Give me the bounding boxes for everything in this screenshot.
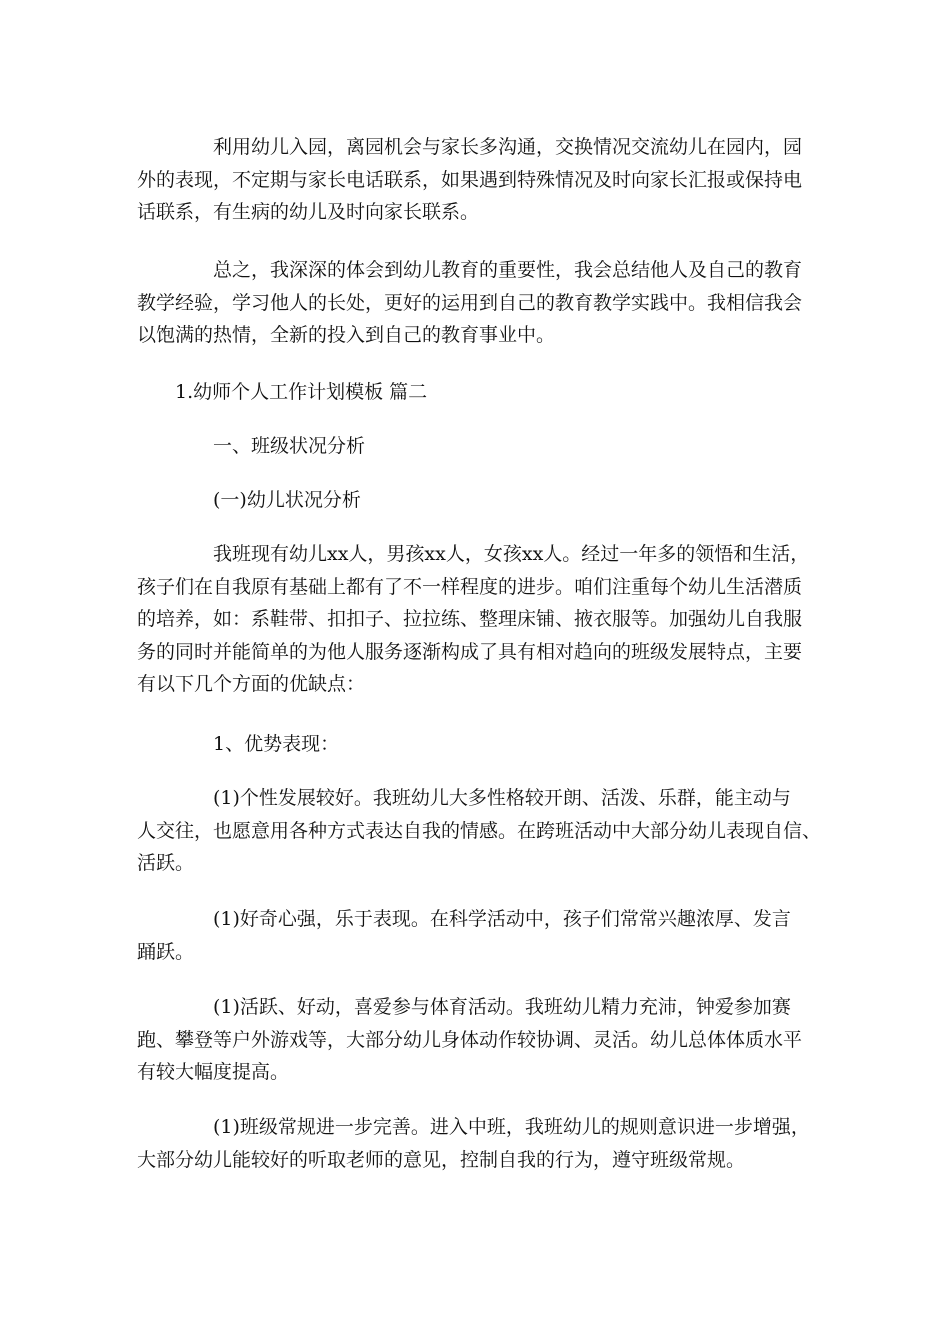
text-line: 以饱满的热情，全新的投入到自己的教育事业中。 (137, 324, 556, 346)
text-line: 跑、攀登等户外游戏等，大部分幼儿身体动作较协调、灵活。幼儿总体体质水平 (137, 1028, 803, 1051)
text-line: (1)班级常规进一步完善。进入中班，我班幼儿的规则意识进一步增强， (213, 1116, 810, 1138)
heading-class-analysis: 一、班级状况分析 (213, 435, 366, 457)
paragraph-curiosity (137, 903, 817, 968)
text-line: 有以下几个方面的优缺点： (137, 673, 366, 695)
text-line: 外的表现，不定期与家长电话联系，如果遇到特殊情况及时向家长汇报或保持电 (137, 168, 803, 191)
paragraph-class-overview (137, 538, 817, 701)
text-line: 大部分幼儿能较好的听取老师的意见，控制自我的行为，遵守班级常规。 (137, 1148, 746, 1171)
text-line: (1)活跃、好动，喜爱参与体育活动。我班幼儿精力充沛，钟爱参加赛 (213, 996, 791, 1018)
text-line: 我班现有幼儿xx人，男孩xx人，女孩xx人。经过一年多的领悟和生活， (213, 543, 810, 565)
text-line: 总之，我深深的体会到幼儿教育的重要性，我会总结他人及自己的教育 (213, 259, 803, 281)
text-line: 孩子们在自我原有基础上都有了不一样程度的进步。咱们注重每个幼儿生活潜质 (137, 575, 803, 598)
heading-strengths: 1、优势表现： (213, 733, 340, 755)
paragraph-parent-communication (137, 131, 817, 229)
heading-child-analysis: (一)幼儿状况分析 (213, 489, 361, 511)
text-line: (1)好奇心强，乐于表现。在科学活动中，孩子们常常兴趣浓厚、发言 (213, 908, 791, 930)
text-line: 人交往，也愿意用各种方式表达自我的情感。在跨班活动中大部分幼儿表现自信、 (137, 819, 822, 842)
text-line: 教学经验，学习他人的长处，更好的运用到自己的教育教学实践中。我相信我会 (137, 291, 803, 314)
text-line: 话联系，有生病的幼儿及时向家长联系。 (137, 201, 480, 223)
paragraph-physical-activity (137, 991, 817, 1089)
text-line: 利用幼儿入园，离园机会与家长多沟通，交换情况交流幼儿在园内，园 (213, 136, 803, 158)
text-line: 踊跃。 (137, 940, 195, 963)
text-line: 有较大幅度提高。 (137, 1061, 290, 1083)
text-line: 务的同时并能简单的为他人服务逐渐构成了具有相对趋向的班级发展特点，主要 (137, 640, 803, 663)
text-line: 的培养，如：系鞋带、扣扣子、拉拉练、整理床铺、掖衣服等。加强幼儿自我服 (137, 608, 803, 630)
text-line: 活跃。 (137, 852, 195, 874)
paragraph-summary (137, 254, 817, 352)
paragraph-class-rules (137, 1111, 817, 1176)
text-line: (1)个性发展较好。我班幼儿大多性格较开朗、活泼、乐群，能主动与 (213, 787, 791, 809)
paragraph-personality (137, 782, 822, 880)
section-title: 1.幼师个人工作计划模板 篇二 (175, 381, 428, 403)
